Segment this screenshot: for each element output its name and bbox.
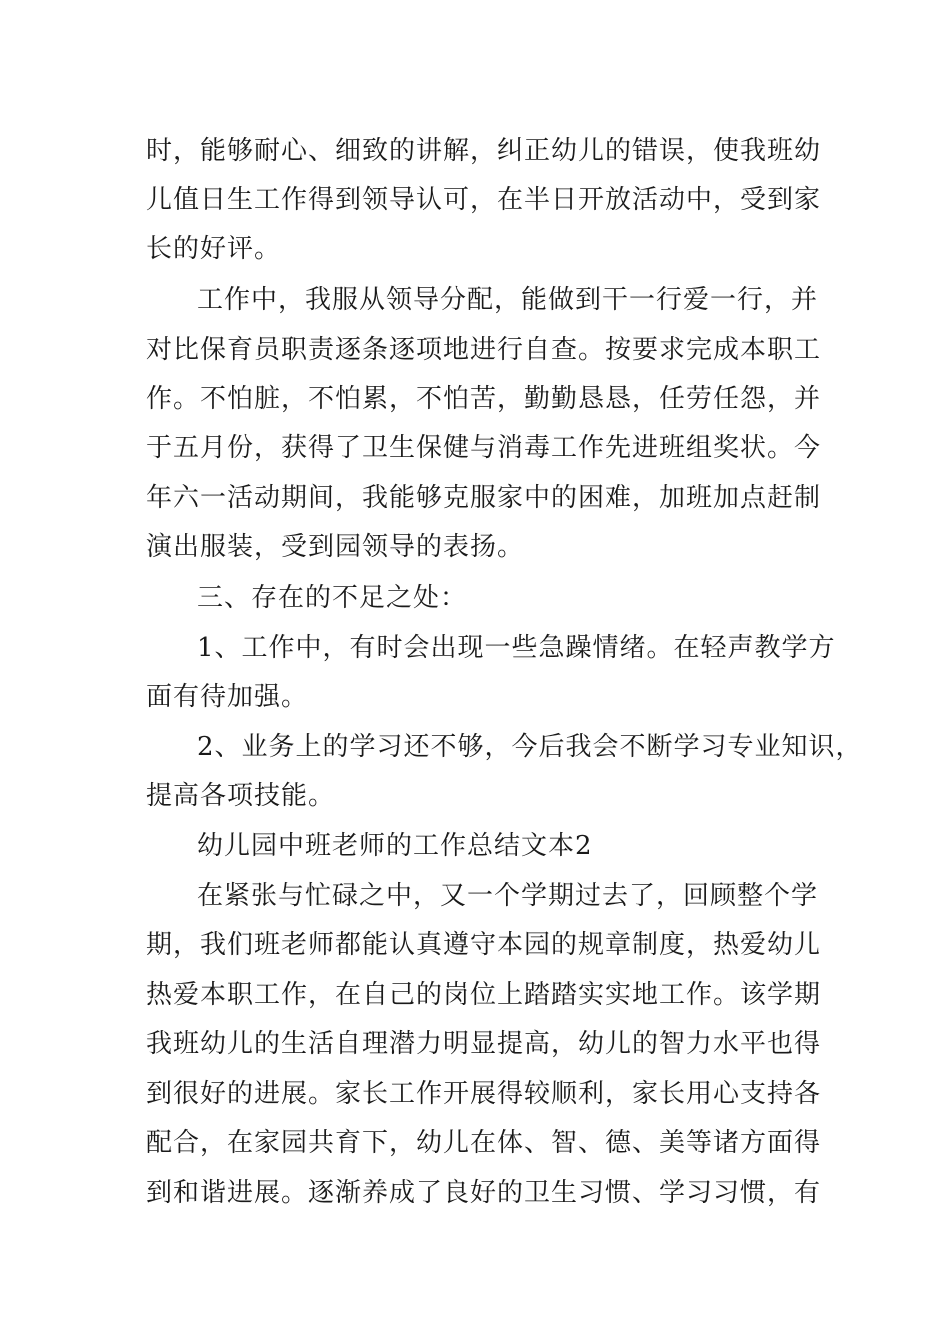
paragraph-line: 儿值日生工作得到领导认可，在半日开放活动中，受到家 bbox=[146, 185, 822, 215]
paragraph-line: 于五月份，获得了卫生保健与消毒工作先进班组奖状。今 bbox=[146, 433, 822, 463]
paragraph-line: 工作中，我服从领导分配，能做到干一行爱一行，并 bbox=[197, 285, 819, 315]
paragraph-line: 到很好的进展。家长工作开展得较顺利，家长用心支持各 bbox=[146, 1079, 822, 1109]
paragraph-line: 作。不怕脏，不怕累，不怕苦，勤勤恳恳，任劳任怨，并 bbox=[146, 384, 822, 414]
paragraph-line: 1、工作中，有时会出现一些急躁情绪。在轻声教学方 bbox=[197, 633, 836, 663]
paragraph-line: 在紧张与忙碌之中，又一个学期过去了，回顾整个学 bbox=[197, 881, 819, 911]
paragraph-line: 期，我们班老师都能认真遵守本园的规章制度，热爱幼儿 bbox=[146, 930, 822, 960]
section-heading: 三、存在的不足之处： bbox=[197, 583, 468, 613]
article-title: 幼儿园中班老师的工作总结文本2 bbox=[197, 831, 593, 861]
paragraph-line: 提高各项技能。 bbox=[146, 781, 336, 811]
paragraph-line: 年六一活动期间，我能够克服家中的困难，加班加点赶制 bbox=[146, 483, 822, 513]
paragraph-line: 配合，在家园共育下，幼儿在体、智、德、美等诸方面得 bbox=[146, 1128, 822, 1158]
paragraph-line: 2、业务上的学习还不够，今后我会不断学习专业知识， bbox=[197, 732, 863, 762]
paragraph-line: 面有待加强。 bbox=[146, 682, 309, 712]
paragraph-line: 长的好评。 bbox=[146, 234, 282, 264]
paragraph-line: 演出服装，受到园领导的表扬。 bbox=[146, 532, 525, 562]
paragraph-line: 热爱本职工作，在自己的岗位上踏踏实实地工作。该学期 bbox=[146, 980, 822, 1010]
paragraph-line: 对比保育员职责逐条逐项地进行自查。按要求完成本职工 bbox=[146, 335, 822, 365]
paragraph-line: 时，能够耐心、细致的讲解，纠正幼儿的错误，使我班幼 bbox=[146, 136, 822, 166]
paragraph-line: 到和谐进展。逐渐养成了良好的卫生习惯、学习习惯，有 bbox=[146, 1178, 822, 1208]
paragraph-line: 我班幼儿的生活自理潜力明显提高，幼儿的智力水平也得 bbox=[146, 1029, 822, 1059]
